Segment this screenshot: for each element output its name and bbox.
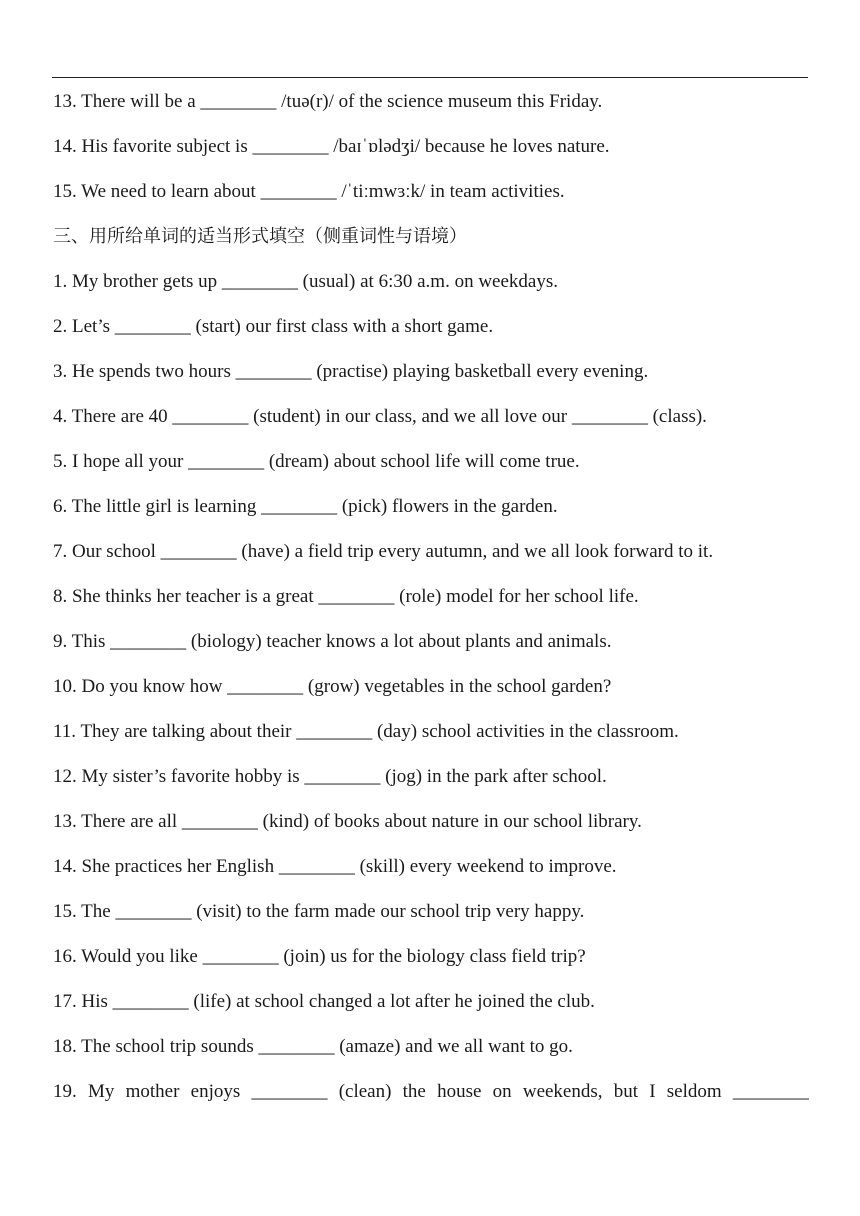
blank: ________ <box>732 1081 809 1102</box>
exercise-item: 5. I hope all your ________ (dream) about school life will come true. <box>53 451 580 472</box>
exercise-item: 13. There are all ________ (kind) of books about nature in our school library. <box>53 811 642 832</box>
exercise-item: 6. The little girl is learning ________ (pick) flowers in the garden. <box>53 496 558 517</box>
exercise-item: 8. She thinks her teacher is a great ________ (role) model for her school life. <box>53 586 639 607</box>
top-rule <box>52 77 808 78</box>
word: the <box>402 1081 426 1102</box>
exercise-item: 15. We need to learn about ________ /ˈtiːmwɜːk/ in team activities. <box>53 181 565 202</box>
blank: ________ <box>251 1081 328 1102</box>
exercise-item: 11. They are talking about their ________ (day) school activities in the classroom. <box>53 721 679 742</box>
exercise-item: 16. Would you like ________ (join) us for the biology class field trip? <box>53 946 586 967</box>
exercise-item-19 <box>53 1081 809 1103</box>
exercise-item: 9. This ________ (biology) teacher knows a lot about plants and animals. <box>53 631 612 652</box>
exercise-item: 7. Our school ________ (have) a field trip every autumn, and we all look forward to it. <box>53 541 714 562</box>
word: 19. <box>53 1081 77 1102</box>
exercise-item: 1. My brother gets up ________ (usual) at 6:30 a.m. on weekdays. <box>53 271 558 292</box>
exercise-item: 15. The ________ (visit) to the farm made our school trip very happy. <box>53 901 585 922</box>
word: mother <box>125 1081 180 1102</box>
word: seldom <box>666 1081 722 1102</box>
word: My <box>87 1081 115 1102</box>
word: (clean) <box>338 1081 392 1102</box>
exercise-item: 14. His favorite subject is ________ /baɪˈɒlədʒi/ because he loves nature. <box>53 136 610 157</box>
exercise-item: 12. My sister’s favorite hobby is ________ (jog) in the park after school. <box>53 766 607 787</box>
exercise-item: 17. His ________ (life) at school changed a lot after he joined the club. <box>53 991 595 1012</box>
exercise-item: 4. There are 40 ________ (student) in our class, and we all love our ________ (class). <box>53 406 707 427</box>
word: enjoys <box>190 1081 241 1102</box>
word: weekends, <box>522 1081 603 1102</box>
exercise-item: 13. There will be a ________ /tuə(r)/ of the science museum this Friday. <box>53 91 603 112</box>
exercise-item: 18. The school trip sounds ________ (amaze) and we all want to go. <box>53 1036 573 1057</box>
exercise-item: 10. Do you know how ________ (grow) vegetables in the school garden? <box>53 676 612 697</box>
exercise-item: 14. She practices her English ________ (skill) every weekend to improve. <box>53 856 617 877</box>
word: I <box>649 1081 656 1102</box>
section-heading: 三、用所给单词的适当形式填空（侧重词性与语境） <box>53 226 467 247</box>
word: house <box>437 1081 482 1102</box>
word: on <box>492 1081 512 1102</box>
exercise-item: 3. He spends two hours ________ (practise) playing basketball every evening. <box>53 361 649 382</box>
exercise-item: 2. Let’s ________ (start) our first class with a short game. <box>53 316 494 337</box>
word: but <box>613 1081 639 1102</box>
